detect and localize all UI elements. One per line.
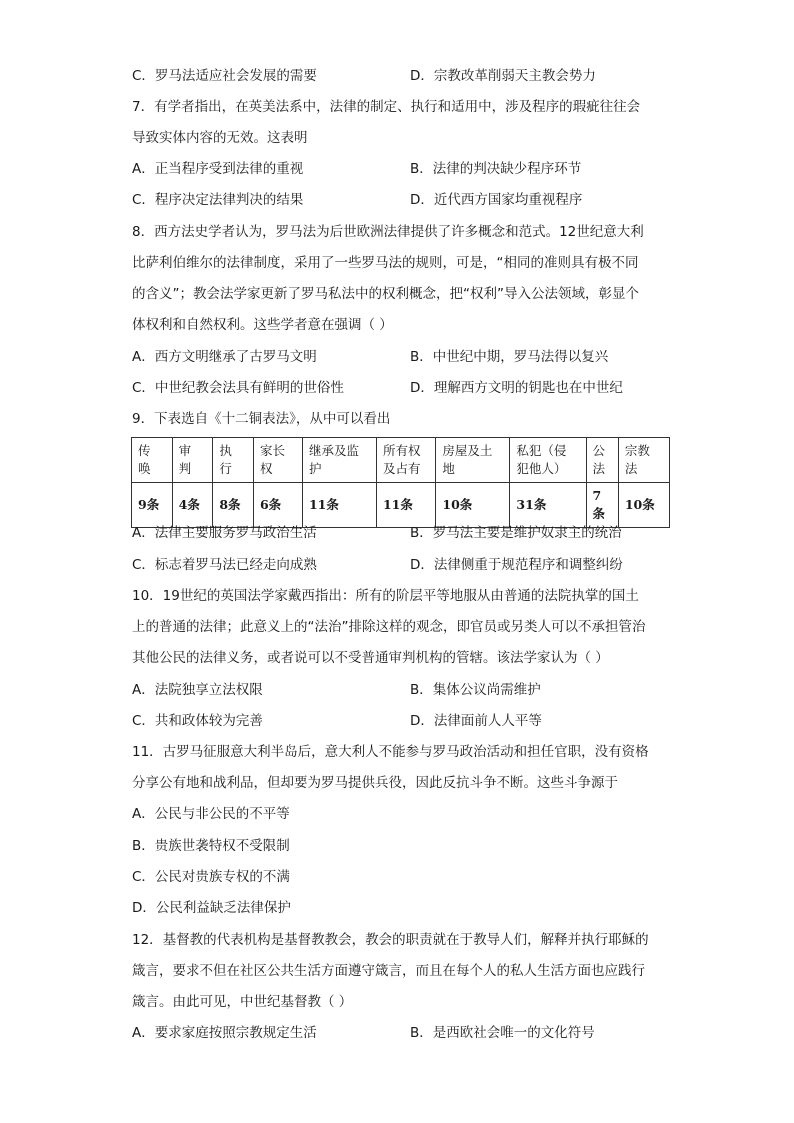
q7-option-b: B．法律的判决缺少程序环节 (410, 161, 582, 177)
table-header-cell: 宗教 法 (618, 438, 669, 483)
q8-stem-line-1: 8．西方法史学者认为，罗马法为后世欧洲法律提供了许多概念和范式。12世纪意大利 (132, 224, 644, 240)
q8-option-d: D．理解西方文明的钥匙也在中世纪 (410, 380, 623, 396)
q12-stem-line-2: 箴言，要求不但在社区公共生活方面遵守箴言，而且在每个人的私人生活方面也应践行 (132, 963, 645, 979)
table-count-cell: 11条 (302, 483, 376, 528)
q10-stem-line-1: 10．19世纪的英国法学家戴西指出：所有的阶层平等地服从由普通的法院执掌的国土 (132, 588, 639, 604)
table-header-cell: 公 法 (586, 438, 618, 483)
q8-stem-line-2: 比萨利伯维尔的法律制度，采用了一些罗马法的规则，可是，“相同的准则具有极不同 (132, 255, 639, 271)
q11-option-a: A．公民与非公民的不平等 (132, 806, 290, 822)
q10-option-b: B．集体公议尚需维护 (410, 682, 541, 698)
q9-option-c: C．标志着罗马法已经走向成熟 (132, 557, 317, 573)
q9-option-b: B．罗马法主要是维护奴隶主的统治 (410, 525, 622, 541)
twelve-tables-table (131, 437, 670, 528)
table-header-cell: 传 唤 (132, 438, 173, 483)
q8-stem-line-3: 的含义”；教会法学家更新了罗马私法中的权利概念，把“权利”导入公法领域，彰显个 (132, 286, 639, 302)
table-header-cell: 私犯（侵 犯他人） (510, 438, 586, 483)
table-count-cell: 10条 (436, 483, 510, 528)
table-header-cell: 家长 权 (253, 438, 302, 483)
table-header-cell: 继承及监 护 (302, 438, 376, 483)
q7-stem-line-2: 导致实体内容的无效。这表明 (132, 130, 308, 146)
table-header-cell: 所有权 及占有 (376, 438, 435, 483)
table-count-cell: 4条 (172, 483, 213, 528)
table-header-row (132, 438, 670, 483)
q11-option-c: C．公民对贵族专权的不满 (132, 869, 290, 885)
q12-option-b: B．是西欧社会唯一的文化符号 (410, 1025, 595, 1041)
q10-option-d: D．法律面前人人平等 (410, 713, 542, 729)
q6-option-d: D．宗教改革削弱天主教会势力 (410, 68, 596, 84)
q9-stem: 9．下表选自《十二铜表法》，从中可以看出 (132, 411, 391, 427)
q10-option-a: A．法院独享立法权限 (132, 682, 263, 698)
table-header-cell: 审 判 (172, 438, 213, 483)
table-count-cell: 10条 (618, 483, 669, 528)
table-count-cell: 8条 (213, 483, 254, 528)
q9-option-a: A．法律主要服务罗马政治生活 (132, 525, 317, 541)
table-header-cell: 房屋及土 地 (436, 438, 510, 483)
q11-stem-line-1: 11．古罗马征服意大利半岛后，意大利人不能参与罗马政治活动和担任官职，没有资格 (132, 744, 649, 760)
table-count-row (132, 483, 670, 528)
q11-stem-line-2: 分享公有地和战利品，但却要为罗马提供兵役，因此反抗斗争不断。这些斗争源于 (132, 775, 618, 791)
q6-option-c: C．罗马法适应社会发展的需要 (132, 68, 317, 84)
q9-option-d: D．法律侧重于规范程序和调整纠纷 (410, 557, 623, 573)
q7-option-d: D．近代西方国家均重视程序 (410, 192, 583, 208)
q10-stem-line-2: 上的普通的法律；此意义上的“法治”排除这样的观念，即官员或另类人可以不承担管治 (132, 619, 646, 635)
q8-option-c: C．中世纪教会法具有鲜明的世俗性 (132, 380, 344, 396)
q10-stem-line-3: 其他公民的法律义务，或者说可以不受普通审判机构的管辖。该法学家认为（ ） (132, 650, 609, 666)
q11-option-d: D．公民利益缺乏法律保护 (132, 900, 291, 916)
table-count-cell: 6条 (253, 483, 302, 528)
q7-option-c: C．程序决定法律判决的结果 (132, 192, 304, 208)
q8-stem-line-4: 体权利和自然权利。这些学者意在强调（ ） (132, 317, 393, 333)
q8-option-a: A．西方文明继承了古罗马文明 (132, 349, 317, 365)
q7-stem-line-1: 7．有学者指出，在英美法系中，法律的制定、执行和适用中，涉及程序的瑕疵往往会 (132, 99, 641, 115)
table-count-cell: 31条 (510, 483, 586, 528)
q12-option-a: A．要求家庭按照宗教规定生活 (132, 1025, 317, 1041)
q12-stem-line-3: 箴言。由此可见，中世纪基督教（ ） (132, 994, 353, 1010)
q10-option-c: C．共和政体较为完善 (132, 713, 263, 729)
table-count-cell: 11条 (376, 483, 435, 528)
q7-option-a: A．正当程序受到法律的重视 (132, 161, 304, 177)
q12-stem-line-1: 12．基督教的代表机构是基督教教会，教会的职责就在于教导人们，解释并执行耶稣的 (132, 932, 649, 948)
table-header-cell: 执 行 (213, 438, 254, 483)
q11-option-b: B．贵族世袭特权不受限制 (132, 838, 290, 854)
q8-option-b: B．中世纪中期，罗马法得以复兴 (410, 349, 609, 365)
table-count-cell: 9条 (132, 483, 173, 528)
table-count-cell: 7条 (586, 483, 618, 528)
